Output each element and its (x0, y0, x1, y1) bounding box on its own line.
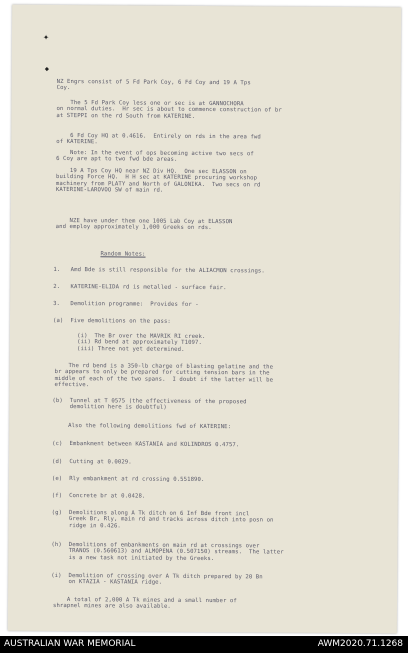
archive-footer (0, 636, 408, 653)
intro-paragraph-2: The 5 Fd Park Coy less one or sec is at GANNOCHORA on normal duties. Hr sec is about to commence construction of br at STEPPI on the rd South from KATERINE. (56, 99, 282, 120)
intro-paragraph-1: NZ Engrs consist of 5 Fd Park Coy, 6 Fd Coy and 19 A Tps Coy. (56, 78, 251, 92)
item-b: (b) Tunnel at T 0575 (the effectiveness of the proposed demolition here is doubtful) (52, 397, 247, 412)
note-1: 1. Amd Bde is still responsible for the ALIACMON crossings. (53, 266, 265, 275)
item-g: (g) Demolitions along A Tk ditch on 6 Inf Bde front incl Greek Br, Rly, main rd and tracks across ditch into posn on ridge in 0.426. (51, 509, 274, 530)
item-f: (f) Concrete br at 0.0428. (51, 492, 146, 500)
institution-name: AUSTRALIAN WAR MEMORIAL (4, 639, 136, 649)
intro-paragraph-4: Note: In the event of ops becoming active two secs of 6 Coy are apt to two fwd bde areas. (56, 149, 254, 164)
staple-mark-bottom: ◆ (44, 64, 49, 73)
document-page (8, 5, 401, 634)
item-e: (e) Rly embankment at rd crossing 0.551890. (51, 475, 205, 484)
note-2: 2. KATERINE-ELIDA rd is metalled - surface fair. (53, 283, 227, 292)
sub-list: (i) The Br over the MAVRIK RI creek. (ii) Rd bend at approximately T1097. (iii) Three not yet determined. (52, 332, 206, 353)
intro-paragraph-3: 6 Fd Coy HQ at 0.4616. Entirely on rds in the area fwd of KATERINE. (56, 132, 261, 146)
staple-mark-top: ✦ (42, 31, 50, 43)
item-a: (a) Five demolitions on the pass: (52, 317, 171, 325)
intro-paragraph-6: NZE have under them one 1005 Lab Coy at ELASSON and employ approximately 1,000 Greeks on rds. (55, 217, 233, 232)
item-h: (h) Demolitions of embankments on main rd at crossings over TRANOS (0.560613) and ALMOPENA (0.507150) streams. The latter is a new task not initiated by the Greeks. (51, 541, 284, 562)
note-3: 3. Demolition programme: Provides for - (53, 300, 199, 308)
intro-paragraph-5: 19 A Tps Coy HQ near NZ Div HQ. One sec ELASSON on building Force HQ. H H sec at KATERINE procuring workshop machinery from PLATY and North of GALONIKA. Two secs on rd KATERINE-LAROVOO SW of main rd. (55, 167, 261, 194)
paragraph-rd-bend: The rd bend is a 350-lb charge of blasting gelatine and the br appears to only be prepared for cutting tension bars in the middle of each of the two spans. I doubt if the latter will be effective. (54, 362, 274, 389)
item-d: (d) Cutting at 0.0029. (51, 458, 132, 466)
item-i: (i) Demolition of crossing over A Tk ditch prepared by 20 Bn on KTAZIA - KASTANIA ridge. (51, 572, 263, 587)
section-heading: Random Notes: (100, 251, 146, 258)
item-c: (c) Embankment between KASTANIA and KOLINDROS 0.4757. (52, 440, 240, 449)
closing-paragraph: A total of 2,000 A Tk mines and a small number of shrapnel mines are also available. (52, 596, 237, 611)
also-following: Also the following demolitions fwd of KATERINE: (54, 422, 232, 431)
catalog-reference: AWM2020.71.1268 (317, 639, 403, 649)
